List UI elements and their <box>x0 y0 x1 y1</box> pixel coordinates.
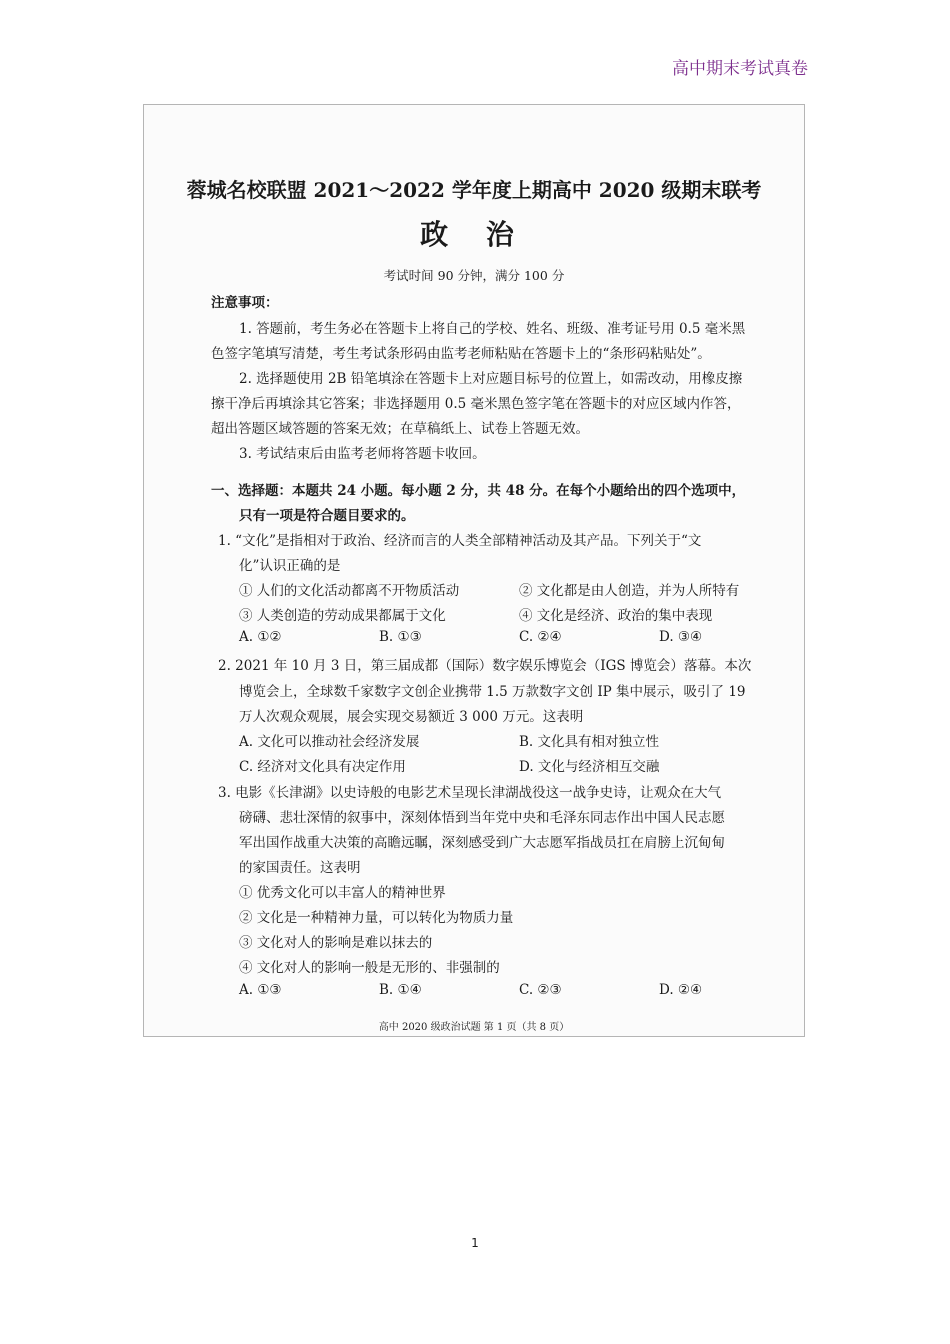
q1-statement-2: ② 文化都是由人创造，并为人所特有 <box>519 583 740 599</box>
question-3-stem-cont: 的家国责任。这表明 <box>239 860 361 876</box>
section-heading-cont: 只有一项是符合题目要求的。 <box>239 508 415 524</box>
q3-statement-1: ① 优秀文化可以丰富人的精神世界 <box>239 885 446 901</box>
q1-option-b: B. ①③ <box>379 629 422 645</box>
question-2-stem-cont: 博览会上，全球数千家数字文创企业携带 1.5 万款数字文创 IP 集中展示，吸引了 19 <box>239 684 746 700</box>
q1-option-d: D. ③④ <box>659 629 703 645</box>
q1-statement-1: ① 人们的文化活动都离不开物质活动 <box>239 583 460 599</box>
q3-option-a: A. ①③ <box>239 982 282 998</box>
q3-statement-2: ② 文化是一种精神力量，可以转化为物质力量 <box>239 910 514 926</box>
question-3-stem-cont: 磅礴、悲壮深情的叙事中，深刻体悟到当年党中央和毛泽东同志作出中国人民志愿 <box>239 810 725 826</box>
notice-line: 2. 选择题使用 2B 铅笔填涂在答题卡上对应题目标号的位置上，如需改动，用橡皮擦 <box>239 371 743 387</box>
question-2-stem: 2. 2021 年 10 月 3 日，第三届成都（国际）数字娱乐博览会（IGS 博览会）落幕。本次 <box>218 658 752 674</box>
scan-footer: 高中 2020 级政治试题 第 1 页（共 8 页） <box>378 1022 570 1033</box>
question-3-stem: 3. 电影《长津湖》以史诗般的电影艺术呈现长津湖战役这一战争史诗，让观众在大气 <box>218 785 722 801</box>
question-2-stem-cont: 万人次观众观展，展会实现交易额近 3 000 万元。这表明 <box>239 709 584 725</box>
exam-subject: 政 治 <box>420 218 528 251</box>
page-number: 1 <box>471 1236 479 1250</box>
exam-time-note: 考试时间 90 分钟，满分 100 分 <box>383 268 565 283</box>
q2-option-c: C. 经济对文化具有决定作用 <box>239 759 406 775</box>
question-1-stem: 1. “文化”是指相对于政治、经济而言的人类全部精神活动及其产品。下列关于“文 <box>218 533 702 549</box>
q3-option-c: C. ②③ <box>519 982 562 998</box>
scanned-exam-page <box>143 104 805 1037</box>
q3-option-d: D. ②④ <box>659 982 703 998</box>
q2-option-d: D. 文化与经济相互交融 <box>519 759 660 775</box>
q1-option-c: C. ②④ <box>519 629 562 645</box>
watermark-label: 高中期末考试真卷 <box>672 59 808 79</box>
q2-option-a: A. 文化可以推动社会经济发展 <box>239 734 420 750</box>
q2-option-b: B. 文化具有相对独立性 <box>519 734 660 750</box>
notice-line: 色签字笔填写清楚，考生考试条形码由监考老师粘贴在答题卡上的“条形码粘贴处”。 <box>211 346 711 362</box>
notice-line: 3. 考试结束后由监考老师将答题卡收回。 <box>239 446 486 462</box>
question-1-stem-cont: 化”认识正确的是 <box>239 558 341 574</box>
q1-statement-4: ④ 文化是经济、政治的集中表现 <box>519 608 713 624</box>
notice-heading: 注意事项： <box>211 295 279 311</box>
notice-line: 1. 答题前，考生务必在答题卡上将自己的学校、姓名、班级、准考证号用 0.5 毫米黑 <box>239 321 746 337</box>
question-3-stem-cont: 军出国作战重大决策的高瞻远瞩，深刻感受到广大志愿军指战员扛在肩膀上沉甸甸 <box>239 835 725 851</box>
q3-statement-3: ③ 文化对人的影响是难以抹去的 <box>239 935 433 951</box>
notice-line: 擦干净后再填涂其它答案；非选择题用 0.5 毫米黑色签字笔在答题卡的对应区域内作答， <box>211 396 741 412</box>
exam-title: 蓉城名校联盟 2021～2022 学年度上期高中 2020 级期末联考 <box>186 178 762 202</box>
q3-option-b: B. ①④ <box>379 982 422 998</box>
q1-option-a: A. ①② <box>239 629 282 645</box>
q3-statement-4: ④ 文化对人的影响一般是无形的、非强制的 <box>239 960 500 976</box>
notice-line: 超出答题区域答题的答案无效；在草稿纸上、试卷上答题无效。 <box>211 421 589 437</box>
q1-statement-3: ③ 人类创造的劳动成果都属于文化 <box>239 608 446 624</box>
section-heading: 一、选择题：本题共 24 小题。每小题 2 分，共 48 分。在每个小题给出的四个选项中， <box>211 483 746 499</box>
